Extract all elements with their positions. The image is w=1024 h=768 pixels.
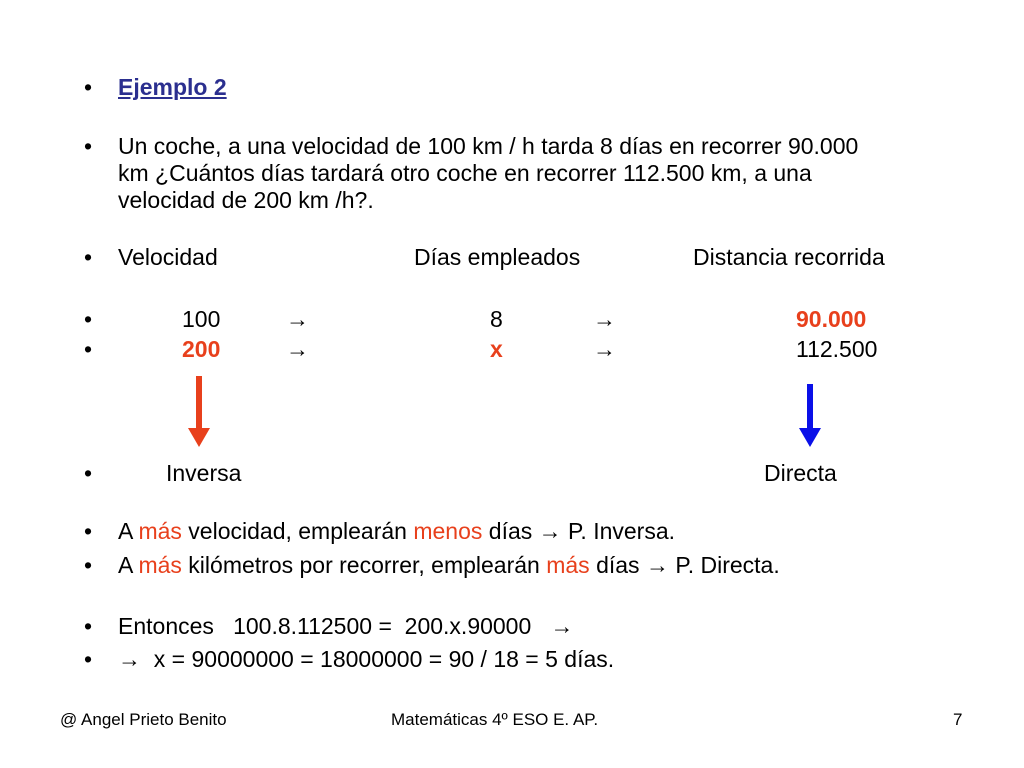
bullet: •: [84, 133, 93, 159]
result-text: x = 90000000 = 18000000 = 90 / 18 = 5 días.: [141, 646, 615, 672]
blue-arrow-head: [799, 428, 821, 447]
header-days: Días empleados: [414, 244, 581, 270]
right-arrow-icon: →: [593, 306, 616, 332]
bullet: •: [84, 613, 93, 639]
relation-inverse: Inversa: [166, 460, 242, 486]
reason1-part: días: [482, 518, 539, 544]
right-arrow-icon: →: [645, 552, 669, 578]
right-arrow-icon: →: [550, 613, 574, 639]
equation-text: Entonces 100.8.112500 = 200.x.90000: [118, 613, 551, 639]
footer-author: @ Angel Prieto Benito: [60, 710, 227, 729]
problem-line-3: velocidad de 200 km /h?.: [118, 187, 374, 213]
bullet: •: [84, 460, 93, 486]
reason1-part: A: [118, 518, 139, 544]
blue-down-arrow-icon: [797, 382, 823, 448]
bullet: •: [84, 306, 93, 332]
right-arrow-icon: →: [286, 336, 309, 362]
problem-line-2: km ¿Cuántos días tardará otro coche en recorrer 112.500 km, a una: [118, 160, 812, 186]
relation-direct: Directa: [764, 460, 837, 486]
result: [118, 646, 614, 673]
bullet: •: [84, 552, 93, 578]
equation: [118, 613, 573, 640]
slide-title: Ejemplo 2: [118, 74, 227, 100]
reason2-part: días: [589, 552, 646, 578]
footer-course: Matemáticas 4º ESO E. AP.: [391, 710, 599, 729]
red-down-arrow-icon: [186, 374, 212, 448]
right-arrow-icon: →: [593, 336, 616, 362]
reason2-conclusion: P. Directa.: [668, 552, 780, 578]
reason-inverse: [118, 518, 675, 545]
bullet: •: [84, 336, 93, 362]
problem-line-1: Un coche, a una velocidad de 100 km / h tarda 8 días en recorrer 90.000: [118, 133, 859, 159]
right-arrow-icon: →: [538, 518, 562, 544]
reason1-mas: más: [138, 518, 182, 544]
header-distance: Distancia recorrida: [693, 244, 885, 270]
bullet: •: [84, 518, 93, 544]
bullet: •: [84, 646, 93, 672]
bullet: •: [84, 244, 93, 270]
row1-days: 8: [490, 306, 503, 332]
reason-direct: [118, 552, 780, 579]
row2-days: x: [490, 336, 503, 362]
problem-statement: [118, 133, 858, 214]
row2-distance: 112.500: [796, 336, 878, 362]
row1-speed: 100: [182, 306, 221, 332]
reason2-part: A: [118, 552, 139, 578]
row2-speed: 200: [182, 336, 221, 362]
reason2-part: kilómetros por recorrer, emplearán: [181, 552, 547, 578]
reason1-part: velocidad, emplearán: [181, 518, 414, 544]
reason1-conclusion: P. Inversa.: [561, 518, 676, 544]
reason1-menos: menos: [413, 518, 483, 544]
header-speed: Velocidad: [118, 244, 218, 270]
right-arrow-icon: →: [118, 646, 141, 672]
bullet: •: [84, 74, 93, 100]
reason2-mas: más: [546, 552, 590, 578]
red-arrow-head: [188, 428, 210, 447]
row1-distance: 90.000: [796, 306, 867, 332]
footer-page-number: 7: [953, 710, 963, 729]
reason2-mas: más: [138, 552, 182, 578]
right-arrow-icon: →: [286, 306, 309, 332]
